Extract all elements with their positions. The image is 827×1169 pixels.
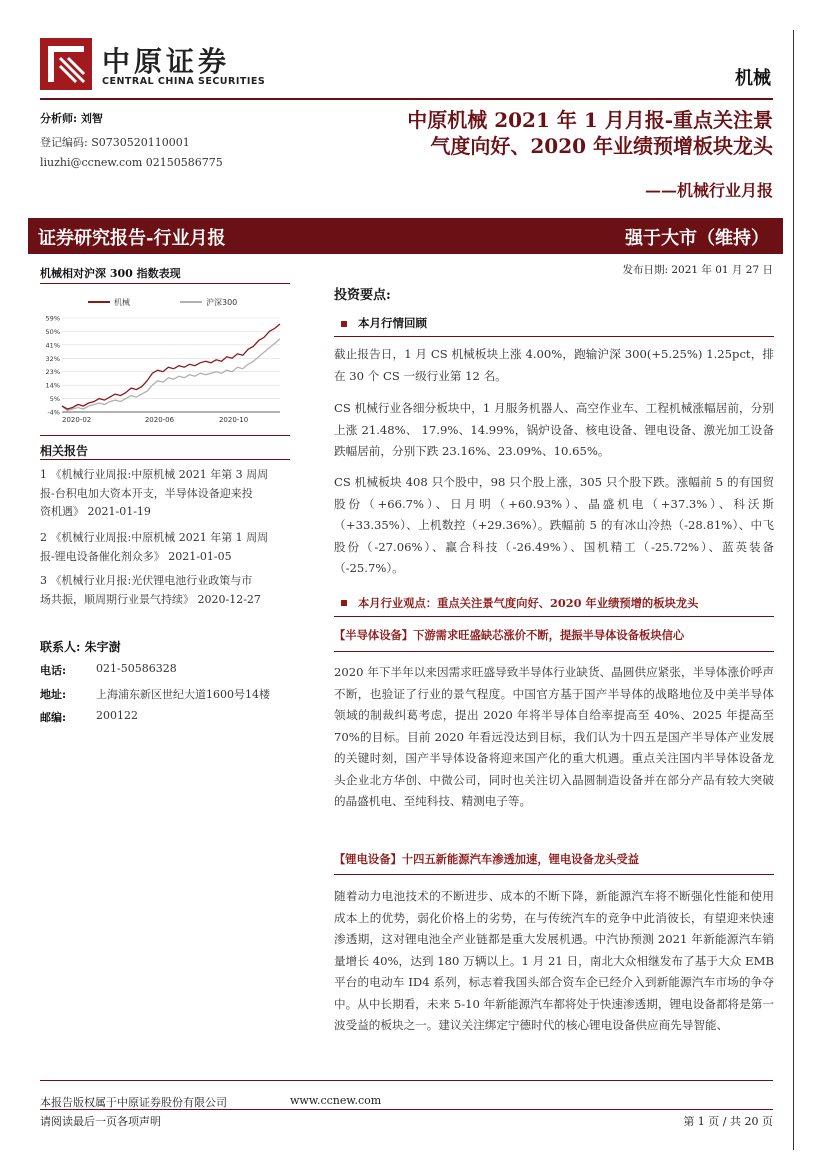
footer-note: 请阅读最后一页各项声明	[40, 1115, 161, 1128]
section2-bullet-icon	[341, 600, 347, 606]
contact-addr-label: 地址:	[40, 688, 67, 701]
related-item-3[interactable]	[40, 572, 300, 609]
footer-copyright: 本报告版权属于中原证券股份有限公司	[40, 1096, 227, 1109]
y-tick-label: 59%	[45, 314, 60, 323]
footer-rule-top	[40, 1080, 773, 1081]
para-summary: 截止报告日，1 月 CS 机械板块上涨 4.00%，跑输沪深 300(+5.25%) 1.25pct，排在 30 个 CS 一级行业第 12 名。	[334, 347, 774, 383]
x-axis	[62, 416, 248, 424]
para-stocks: CS 机械板块 408 只个股中，98 只个股上涨，305 只个股下跌。涨幅前 5 的有国贸股份（+66.7%）、日月明（+60.93%）、晶盛机电（+37.3%）、科沃斯（+33.35%）、上机数控（+29.36%）。跌幅前 5 的有冰山冷热（-28.81%）、中飞股份（-27.06%）、赢合科技（-26.49%）、国机精工（-25.72%）、蓝英装备（-25.7%）。	[334, 475, 774, 575]
subhead-lithium-rule	[334, 874, 774, 875]
banner-rating: 强于大市（维持）	[625, 228, 769, 249]
subhead-semiconductor-rule	[334, 651, 774, 652]
y-tick-label: 50%	[45, 327, 60, 336]
y-tick-label: 14%	[45, 381, 60, 390]
banner-left-text: 证券研究报告-行业月报	[38, 228, 226, 249]
related-item-1-line3: 资机遇》 2021-01-19	[40, 505, 151, 518]
contact-zip-label: 邮编:	[40, 711, 67, 724]
analyst-name: 分析师: 刘智	[40, 112, 103, 125]
subhead-semiconductor: 【半导体设备】下游需求旺盛缺芯涨价不断，提振半导体设备板块信心	[334, 628, 685, 642]
para-semiconductor: 2020 年下半年以来因需求旺盛导致半导体行业缺货、晶圆供应紧张，半导体涨价呼声不断，也验证了行业的景气程度。中国官方基于国产半导体的战略地位及中美半导体领域的制裁纠葛考虑，提出 2020 年将半导体自给率提高至 40%、2025 年提高至 70%的目标。目前 2020 年看远没达到目标，我们认为十四五是国产半导体产业发展的关键时刻，国产半导体设备将迎来国产化的重大机遇。重点关注国内半导体设备龙头企业北方华创、中微公司，同时也关注切入晶圆制造设备并在部分产品有较大突破的晶盛机电、至纯科技、精测电子等。	[334, 665, 774, 808]
logo-english-text: CENTRAL CHINA SECURITIES	[102, 76, 266, 87]
chart-bottom-rule	[40, 435, 290, 436]
section2-rule	[334, 616, 774, 617]
para-lithium: 随着动力电池技术的不断进步、成本的不断下降，新能源汽车将不断强化性能和使用成本上的优势，弱化价格上的劣势，在与传统汽车的竞争中此消彼长，有望迎来快速渗透期，这对锂电池全产业链都是重大发展机遇。中汽协预测 2021 年新能源汽车销量增长 40%，达到 180 万辆以上。1 月 21 日，南北大众相继发布了基于大众 EMB 平台的电动车 ID4 系列，标志着我国头部合资车企已经介入到新能源汽车市场的争夺中。从中长期看，未来 5-10 年新能源汽车都将处于快速渗透期，锂电设备都将是第一波受益的板块之一。建议关注绑定宁德时代的核心锂电设备供应商先导智能、	[334, 889, 774, 1032]
related-title-rule	[40, 459, 290, 460]
chart-series	[62, 324, 280, 411]
logo-chinese-text: 中原证券	[102, 45, 231, 78]
y-tick-label: 41%	[45, 341, 60, 350]
y-tick-label: 32%	[45, 354, 60, 363]
related-item-1[interactable]	[40, 466, 300, 522]
related-item-2-line1: 2 《机械行业周报:中原机械 2021 年第 1 周周	[40, 531, 269, 544]
analyst-reg: 登记编码: S0730520110001	[40, 136, 190, 149]
header-rule	[40, 98, 773, 100]
subhead-lithium: 【锂电设备】十四五新能源汽车渗透加速，锂电设备龙头受益	[334, 852, 640, 866]
report-subtitle: ——机械行业月报	[644, 181, 773, 200]
related-item-1-line1: 1 《机械行业周报:中原机械 2021 年第 3 周周	[40, 468, 269, 481]
contact-phone: 021-50586328	[96, 662, 177, 675]
logo-mark-icon	[40, 38, 92, 90]
legend-label-jixie: 机械	[114, 298, 130, 307]
y-tick-label: 5%	[49, 395, 60, 404]
section1-bullet-icon	[341, 321, 347, 327]
y-tick-label: 23%	[45, 368, 60, 377]
performance-chart	[40, 290, 290, 430]
contact-phone-label: 电话:	[40, 664, 67, 677]
publish-date: 发布日期: 2021 年 01 月 27 日	[622, 264, 773, 276]
x-tick-label: 2020-02	[62, 416, 92, 424]
report-banner	[28, 218, 783, 254]
legend-label-hs300: 沪深300	[206, 298, 238, 307]
related-item-3-line1: 3 《机械行业月报:光伏锂电池行业政策与市	[40, 574, 253, 587]
x-tick-label: 2020-10	[218, 416, 249, 424]
related-item-1-line2: 报-台积电加大资本开支，半导体设备迎来投	[40, 486, 253, 500]
chart-title-rule	[40, 283, 290, 284]
para-subsectors: CS 机械行业各细分板块中，1 月服务机器人、高空作业车、工程机械涨幅居前，分别上涨 21.48%、 17.9%、14.99%，锅炉设备、核电设备、锂电设备、激光加工设备跌幅居前，分别下跌 23.16%、23.09%、10.65%。	[334, 401, 774, 458]
footer-url[interactable]: www.ccnew.com	[290, 1094, 382, 1107]
section1-title: 本月行情回顾	[358, 316, 427, 330]
related-title: 相关报告	[40, 444, 89, 458]
section2-title: 本月行业观点：重点关注景气度向好、2020 年业绩预增的板块龙头	[358, 596, 699, 610]
related-item-2[interactable]	[40, 529, 300, 566]
contact-person: 联系人: 朱宇澍	[40, 640, 121, 654]
section1-rule	[334, 336, 774, 337]
report-title-line1: 中原机械 2021 年 1 月月报-重点关注景	[407, 108, 773, 132]
contact-addr: 上海浦东新区世纪大道1600号14楼	[96, 688, 270, 701]
frame-right-line	[793, 30, 794, 1150]
logo	[40, 38, 266, 93]
footer-rule-mid	[40, 1109, 773, 1110]
invest-title: 投资要点:	[334, 288, 391, 303]
footer-page: 第 1 页 / 共 20 页	[683, 1115, 773, 1128]
chart-title: 机械相对沪深 300 指数表现	[40, 267, 181, 280]
sector-label: 机械	[735, 68, 771, 89]
analyst-contact: liuzhi@ccnew.com 02150586775	[40, 156, 223, 169]
series-line-机械	[62, 324, 280, 409]
report-title-line2: 气度向好、2020 年业绩预增板块龙头	[430, 134, 773, 158]
contact-zip: 200122	[96, 709, 138, 722]
x-tick-label: 2020-06	[144, 416, 175, 424]
y-tick-label: -4%	[47, 408, 60, 417]
related-item-2-line2: 报-锂电设备催化剂众多》 2021-01-05	[40, 549, 232, 563]
y-axis	[46, 315, 280, 417]
related-item-3-line2: 场共振，顺周期行业景气持续》 2020-12-27	[40, 592, 261, 606]
